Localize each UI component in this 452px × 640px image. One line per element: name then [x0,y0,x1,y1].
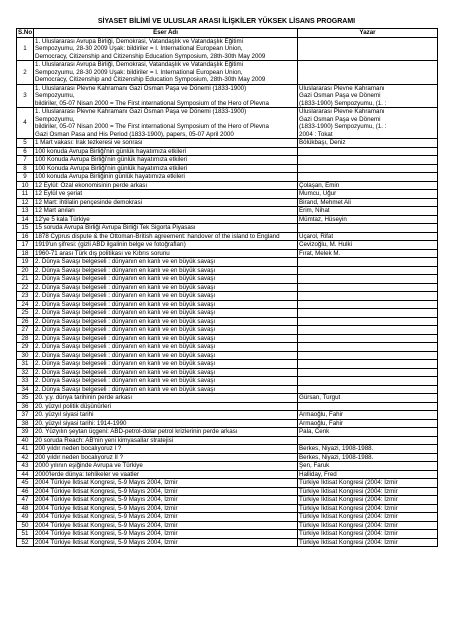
row-number: 14 [17,215,34,224]
row-number: 32 [17,368,34,377]
row-number: 30 [17,351,34,360]
cell-eser-adi: 12 Eylül: Özal ekonomisinin perde arkası [34,181,298,190]
cell-yazar: Mümtaz, Hüseyin [298,215,438,224]
cell-eser-adi: 2. Dünya Savaşı belgeseli : dünyanın en kanlı ve en büyük savaşı [34,351,298,360]
cell-yazar [298,108,438,139]
cell-eser-adi: 2. Dünya Savaşı belgeseli : dünyanın en kanlı ve en büyük savaşı [34,334,298,343]
table-row [17,292,438,301]
cell-yazar: Armaoğlu, Fahir [298,411,438,420]
header-eser: Eser Adı [34,29,298,38]
table-row [17,266,438,275]
cell-yazar [298,343,438,352]
cell-yazar [298,377,438,386]
cell-yazar: Şen, Faruk [298,462,438,471]
cell-eser-adi: 2. Dünya Savaşı belgeseli : dünyanın en kanlı ve en büyük savaşı [34,309,298,318]
spreadsheet [16,16,437,547]
cell-yazar: Mumcu, Uğur [298,190,438,199]
table-row [17,487,438,496]
cell-yazar: Erim, Nihat [298,207,438,216]
cell-eser-adi: 100 Konuda Avrupa Birliği'nin günlük hayatımıza etkileri [34,156,298,165]
cell-yazar [298,224,438,233]
table-row [17,394,438,403]
table-row [17,190,438,199]
cell-eser-adi: 1919'un şifresi: (gizli ABD ilgalinin belge ve fotoğrafları) [34,241,298,250]
table-row [17,84,438,108]
cell-eser-adi: 2004 Türkiye İktisat Kongresi, 5-9 Mayıs 2004, İzmir [34,504,298,513]
cell-yazar [298,368,438,377]
row-number: 48 [17,504,34,513]
table-row [17,164,438,173]
cell-yazar [298,164,438,173]
table-row [17,462,438,471]
table-row [17,61,438,85]
row-number: 40 [17,436,34,445]
cell-line: Sempozyumu, 28-30 2009 Uşak: bildiriler = I. International European Union, [35,68,243,76]
cell-line: Sempozyumu, [35,115,75,123]
row-number: 11 [17,190,34,199]
works-table [16,28,438,547]
cell-yazar [298,37,438,61]
cell-line: 1. Uluslararası Plevne Kahramanı Gazi Osman Paşa ve Dönemi (1833-1900) [35,84,247,92]
cell-yazar [298,173,438,182]
table-row [17,504,438,513]
cell-line: Gazi Osman Paşa ve Dönemi [299,92,381,99]
row-number: 6 [17,147,34,156]
row-number: 45 [17,479,34,488]
row-number: 16 [17,232,34,241]
cell-eser-adi: 2004 Türkiye İktisat Kongresi, 5-9 Mayıs 2004, İzmir [34,479,298,488]
cell-eser-adi: 2. Dünya Savaşı belgeseli : dünyanın en kanlı ve en büyük savaşı [34,377,298,386]
cell-yazar [298,266,438,275]
cell-eser-adi: 12 Eylül ve şeriat [34,190,298,199]
row-number: 20 [17,266,34,275]
cell-eser-adi: 2. Dünya Savaşı belgeseli : dünyanın en kanlı ve en büyük savaşı [34,266,298,275]
row-number: 28 [17,334,34,343]
cell-eser-adi: 2. Dünya Savaşı belgeseli : dünyanın en kanlı ve en büyük savaşı [34,317,298,326]
table-row [17,470,438,479]
row-number: 21 [17,275,34,284]
cell-eser-adi: 1960-71 arası Türk dış politikası ve Kıbrıs sorunu [34,249,298,258]
cell-yazar: Türkiye İktisat Kongresi (2004: İzmir [298,504,438,513]
row-number: 22 [17,283,34,292]
table-row [17,317,438,326]
table-row [17,538,438,547]
table-row [17,139,438,148]
cell-yazar: Berkes, Niyazi, 1908-1988. [298,445,438,454]
cell-yazar: Berkes, Niyazi, 1908-1988. [298,453,438,462]
cell-yazar [298,309,438,318]
cell-eser-adi: 2. Dünya Savaşı belgeseli : dünyanın en kanlı ve en büyük savaşı [34,300,298,309]
table-row [17,207,438,216]
cell-yazar: Cevizoğlu, M. Hulki [298,241,438,250]
cell-eser-adi: 200 yıldır neden bocalıyoruz II ? [34,453,298,462]
cell-eser-adi: 12 Mart anıları [34,207,298,216]
cell-eser-adi: 2000'lerde dünya: tehlikeler ve vaatler [34,470,298,479]
row-number: 7 [17,156,34,165]
table-row [17,411,438,420]
cell-line: Gazi Osman Pasa and His Period (1833-1900), papers, 05-07 April 2000 [35,130,234,138]
row-number: 10 [17,181,34,190]
cell-eser-adi: 2. Dünya Savaşı belgeseli : dünyanın en kanlı ve en büyük savaşı [34,258,298,267]
row-number: 23 [17,292,34,301]
table-row [17,156,438,165]
cell-eser-adi: 100 konuda Avrupa Birliğinin günlük hayatımıza etkileri [34,173,298,182]
table-row [17,173,438,182]
table-row [17,334,438,343]
row-number: 1 [17,37,34,61]
cell-eser-adi: 20. yüzyıl siyasi tarihi [34,411,298,420]
cell-yazar [298,402,438,411]
row-number: 52 [17,538,34,547]
cell-yazar [298,147,438,156]
cell-yazar: Gürsan, Turgut [298,394,438,403]
row-number: 38 [17,419,34,428]
table-row [17,309,438,318]
table-row [17,419,438,428]
cell-yazar: Uçarol, Rifat [298,232,438,241]
cell-eser-adi [34,37,298,61]
cell-line: Sempozyumu, 28-30 2009 Uşak: bildiriler = I. International European Union, [35,45,243,52]
row-number: 46 [17,487,34,496]
cell-yazar: Türkiye İktisat Kongresi (2004: İzmir [298,513,438,522]
cell-eser-adi [34,84,298,108]
cell-eser-adi: 20. yüzyıl politik düşünürleri [34,402,298,411]
cell-line: 1. Uluslararası Avrupa Birliği, Demokrasi, Vatandaşlık ve Vatandaşlık Eğitimi [35,37,244,45]
cell-line: Democracy, Citizenship and Citizenship Education Symposium, 28th-30th May 2009 [35,76,266,83]
cell-eser-adi: 20. Yüzyılın şeytan üçgeni: ABD-petrol-dolar petrol krizlerinin perde arkası [34,428,298,437]
cell-line: 1. Uluslararası Avrupa Birliği, Demokrasi, Vatandaşlık ve Vatandaşlık Eğitimi [35,61,244,68]
table-row [17,215,438,224]
cell-eser-adi: 12'ye 5 kala Türkiye [34,215,298,224]
cell-line: Uluslararası Plevne Kahramanı [299,84,385,92]
row-number: 49 [17,513,34,522]
cell-eser-adi: 20 soruda Reach: AB'nin yeni kimyasallar stratejisi [34,436,298,445]
cell-yazar [298,326,438,335]
row-number: 26 [17,317,34,326]
cell-eser-adi: 2. Dünya Savaşı belgeseli : dünyanın en kanlı ve en büyük savaşı [34,292,298,301]
table-row [17,496,438,505]
cell-eser-adi: 1878 Cyprus dispute & the Ottoman-British agreement: handover of the island to England [34,232,298,241]
cell-yazar [298,360,438,369]
cell-yazar: Birand, Mehmet Ali [298,198,438,207]
cell-eser-adi: 2004 Türkiye İktisat Kongresi, 5-9 Mayıs 2004, İzmir [34,530,298,539]
cell-line: Sempozyumu, [35,92,75,99]
cell-yazar [298,351,438,360]
cell-yazar: Halliday, Fred [298,470,438,479]
cell-line: Democracy, Citizenship and Citizenship Education Symposium, 28th-30th May 2009 [35,52,266,60]
row-number: 18 [17,249,34,258]
row-number: 2 [17,61,34,85]
table-row [17,436,438,445]
cell-eser-adi: 2. Dünya Savaşı belgeseli : dünyanın en kanlı ve en büyük savaşı [34,275,298,284]
table-row [17,249,438,258]
row-number: 15 [17,224,34,233]
cell-yazar [298,283,438,292]
cell-line: bildiriler, 05-07 Nisan 2000 = The First international Symposium of the Hero of Plevna [35,99,269,107]
row-number: 51 [17,530,34,539]
row-number: 41 [17,445,34,454]
row-number: 39 [17,428,34,437]
table-row [17,181,438,190]
table-row [17,351,438,360]
row-number: 12 [17,198,34,207]
row-number: 34 [17,385,34,394]
row-number: 35 [17,394,34,403]
cell-yazar [298,292,438,301]
row-number: 25 [17,309,34,318]
row-number: 37 [17,411,34,420]
cell-eser-adi: 15 soruda Avrupa Birliği Avrupa Birliği Tek Sigorta Piyasası [34,224,298,233]
cell-yazar: Türkiye İktisat Kongresi (2004: İzmir [298,538,438,547]
document-title: SİYASET BİLİMİ VE ULUSLAR ARASI İLİŞKİLER YÜKSEK LİSANS PROGRAMI [97,18,356,25]
cell-yazar: Türkiye İktisat Kongresi (2004: İzmir [298,487,438,496]
row-number: 43 [17,462,34,471]
row-number: 29 [17,343,34,352]
table-row [17,521,438,530]
cell-eser-adi: 100 Konuda Avrupa Birliği'nin günlük hayatımıza etkileri [34,164,298,173]
row-number: 8 [17,164,34,173]
cell-eser-adi [34,108,298,139]
cell-yazar [298,385,438,394]
row-number: 50 [17,521,34,530]
cell-eser-adi: 2004 Türkiye İktisat Kongresi, 5-9 Mayıs 2004, İzmir [34,521,298,530]
table-row [17,258,438,267]
cell-eser-adi: 2. Dünya Savaşı belgeseli : dünyanın en kanlı ve en büyük savaşı [34,360,298,369]
cell-yazar [298,84,438,108]
row-number: 24 [17,300,34,309]
cell-eser-adi: 2. Dünya Savaşı belgeseli : dünyanın en kanlı ve en büyük savaşı [34,326,298,335]
table-row [17,368,438,377]
cell-yazar: Bölükbaşı, Deniz [298,139,438,148]
row-number: 17 [17,241,34,250]
table-row [17,479,438,488]
table-row [17,530,438,539]
row-number: 42 [17,453,34,462]
cell-yazar [298,334,438,343]
table-row [17,326,438,335]
table-row [17,108,438,139]
table-row [17,283,438,292]
row-number: 31 [17,360,34,369]
cell-yazar [298,61,438,85]
cell-eser-adi: 2000 yılının eşiğinde Avrupa ve Türkiye [34,462,298,471]
cell-eser-adi [34,61,298,85]
table-row [17,445,438,454]
row-number: 44 [17,470,34,479]
table-row [17,232,438,241]
table-row [17,385,438,394]
table-row [17,224,438,233]
cell-line: (1833-1900) Sempozyumu, (1. : [299,99,387,107]
row-number: 5 [17,139,34,148]
row-number: 9 [17,173,34,182]
table-row [17,147,438,156]
cell-eser-adi: 2. Dünya Savaşı belgeseli : dünyanın en kanlı ve en büyük savaşı [34,343,298,352]
cell-yazar: Türkiye İktisat Kongresi (2004: İzmir [298,530,438,539]
header-yazar: Yazar [298,29,438,38]
table-row [17,377,438,386]
row-number: 13 [17,207,34,216]
cell-eser-adi: 2. Dünya Savaşı belgeseli : dünyanın en kanlı ve en büyük savaşı [34,385,298,394]
cell-eser-adi: 12 Mart: ihtilalin pençesinde demokrasi [34,198,298,207]
cell-line: (1833-1900) Sempozyumu, (1. : [299,123,387,130]
cell-yazar [298,436,438,445]
cell-line: Gazi Osman Paşa ve Dönemi [299,115,381,123]
cell-yazar: Pala, Cenk [298,428,438,437]
cell-yazar: Çolaşan, Emin [298,181,438,190]
cell-eser-adi: 2. Dünya Savaşı belgeseli : dünyanın en kanlı ve en büyük savaşı [34,283,298,292]
cell-yazar [298,275,438,284]
cell-eser-adi: 2004 Türkiye İktisat Kongresi, 5-9 Mayıs 2004, İzmir [34,496,298,505]
cell-yazar: Türkiye İktisat Kongresi (2004: İzmir [298,479,438,488]
table-row [17,275,438,284]
cell-eser-adi: 2. Dünya Savaşı belgeseli : dünyanın en kanlı ve en büyük savaşı [34,368,298,377]
cell-line: 1. Uluslararası Plevne Kahramanı Gazi Osman Paşa ve Dönemi (1833-1900) [35,108,247,115]
cell-yazar [298,156,438,165]
cell-line: Uluslararası Plevne Kahramanı [299,108,385,115]
row-number: 33 [17,377,34,386]
table-row [17,37,438,61]
table-row [17,300,438,309]
header-row [17,29,438,38]
table-row [17,428,438,437]
table-row [17,402,438,411]
cell-yazar [298,258,438,267]
cell-eser-adi: 2004 Türkiye İktisat Kongresi, 5-9 Mayıs 2004, İzmir [34,538,298,547]
cell-eser-adi: 200 yıldır neden bocalıyoruz I ? [34,445,298,454]
cell-yazar [298,317,438,326]
table-body [17,37,438,547]
table-row [17,198,438,207]
cell-yazar: Türkiye İktisat Kongresi (2004: İzmir [298,496,438,505]
table-row [17,241,438,250]
cell-line: bildiriler, 05-07 Nisan 2000 = The First international Symposium of the Hero of Plevna [35,123,269,130]
cell-yazar: Fırat, Melek M. [298,249,438,258]
row-number: 36 [17,402,34,411]
cell-eser-adi: 100 konuda Avrupa Birliği'nin günlük hayatımıza etkileri [34,147,298,156]
row-number: 4 [17,108,34,139]
row-number: 47 [17,496,34,505]
cell-eser-adi: 20. yüzyıl siyasi tarihi: 1914-1990 [34,419,298,428]
cell-eser-adi: 2004 Türkiye İktisat Kongresi, 5-9 Mayıs 2004, İzmir [34,513,298,522]
cell-yazar [298,300,438,309]
cell-yazar: Armaoğlu, Fahir [298,419,438,428]
row-number: 19 [17,258,34,267]
cell-line: 2004 : Tokat [299,130,333,138]
cell-eser-adi: 2004 Türkiye İktisat Kongresi, 5-9 Mayıs 2004, İzmir [34,487,298,496]
row-number: 27 [17,326,34,335]
cell-eser-adi: 1 Mart vakası: Irak tezkeresi ve sonrası [34,139,298,148]
table-row [17,343,438,352]
table-row [17,360,438,369]
cell-yazar: Türkiye İktisat Kongresi (2004: İzmir [298,521,438,530]
cell-eser-adi: 20. y.y. dünya tarihinin perde arkası [34,394,298,403]
table-row [17,513,438,522]
header-no: S.No [18,29,33,36]
row-number: 3 [17,84,34,108]
table-row [17,453,438,462]
